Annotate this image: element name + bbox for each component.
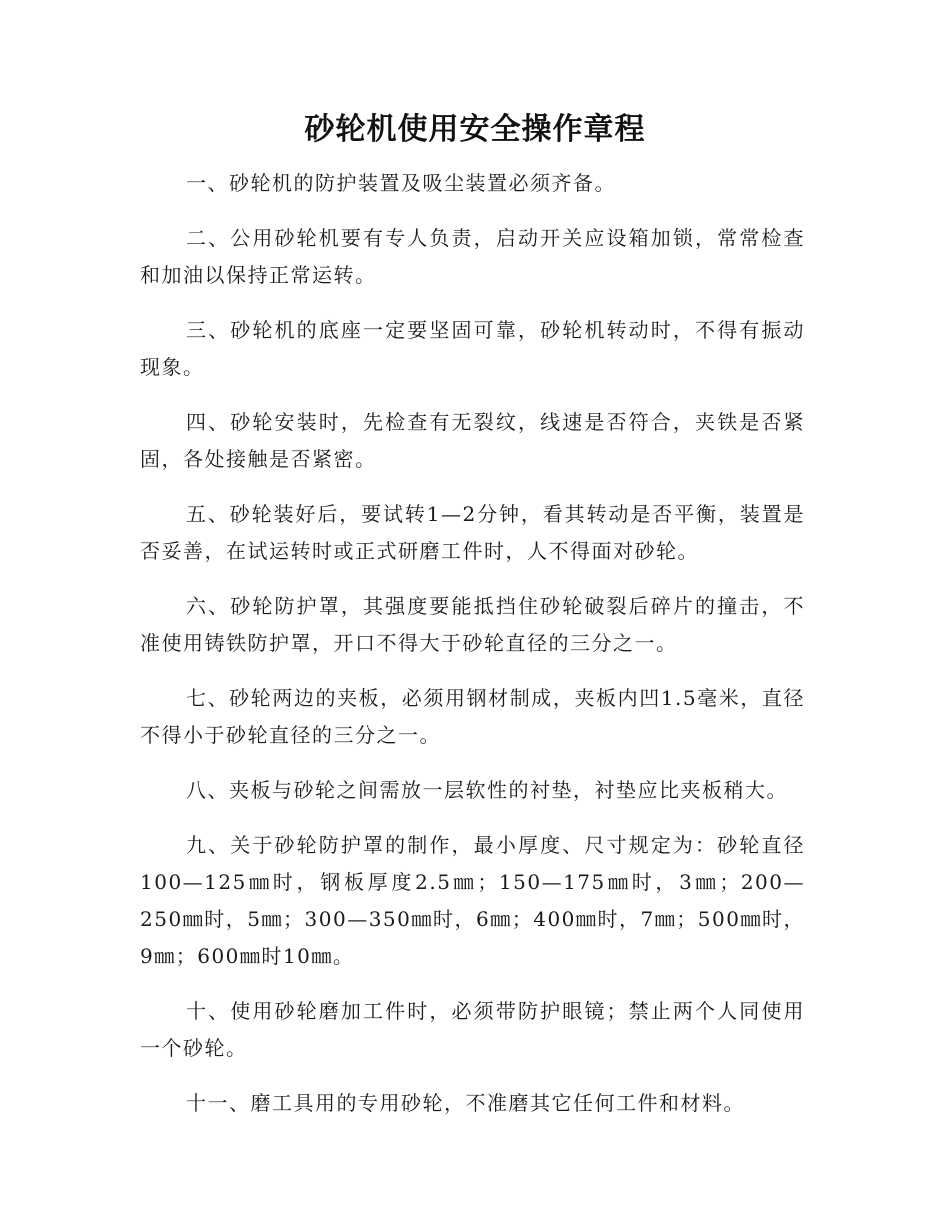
paragraph-3: 三、砂轮机的底座一定要坚固可靠，砂轮机转动时，不得有振动现象。: [140, 318, 805, 379]
paragraph-9: 九、关于砂轮防护罩的制作，最小厚度、尺寸规定为：砂轮直径100—125㎜时，钢板厚度2.5㎜；150—175㎜时，3㎜；200—250㎜时，5㎜；300—350㎜时，6㎜；400㎜时，7㎜；500㎜时，9㎜；600㎜时10㎜。: [140, 833, 805, 968]
document-title: 砂轮机使用安全操作章程: [304, 112, 646, 147]
document-body: [140, 165, 805, 1140]
paragraph-6: 六、砂轮防护罩，其强度要能抵挡住砂轮破裂后碎片的撞击，不准使用铸铁防护罩，开口不得大于砂轮直径的三分之一。: [140, 594, 805, 655]
paragraph-4: 四、砂轮安装时，先检查有无裂纹，线速是否符合，夹铁是否紧固，各处接触是否紧密。: [140, 410, 805, 471]
paragraph-10: 十、使用砂轮磨加工件时，必须带防护眼镜；禁止两个人同使用一个砂轮。: [140, 999, 805, 1060]
paragraph-1: 一、砂轮机的防护装置及吸尘装置必须齐备。: [186, 171, 616, 195]
paragraph-2: 二、公用砂轮机要有专人负责，启动开关应设箱加锁，常常检查和加油以保持正常运转。: [140, 226, 805, 287]
paragraph-5: 五、砂轮装好后，要试转1—2分钟，看其转动是否平衡，装置是否妥善，在试运转时或正式研磨工件时，人不得面对砂轮。: [140, 502, 805, 563]
paragraph-11: 十一、磨工具用的专用砂轮，不准磨其它任何工件和材料。: [186, 1091, 745, 1115]
paragraph-8: 八、夹板与砂轮之间需放一层软性的衬垫，衬垫应比夹板稍大。: [186, 778, 788, 802]
paragraph-7: 七、砂轮两边的夹板，必须用钢材制成，夹板内凹1.5毫米，直径不得小于砂轮直径的三分之一。: [140, 686, 805, 747]
